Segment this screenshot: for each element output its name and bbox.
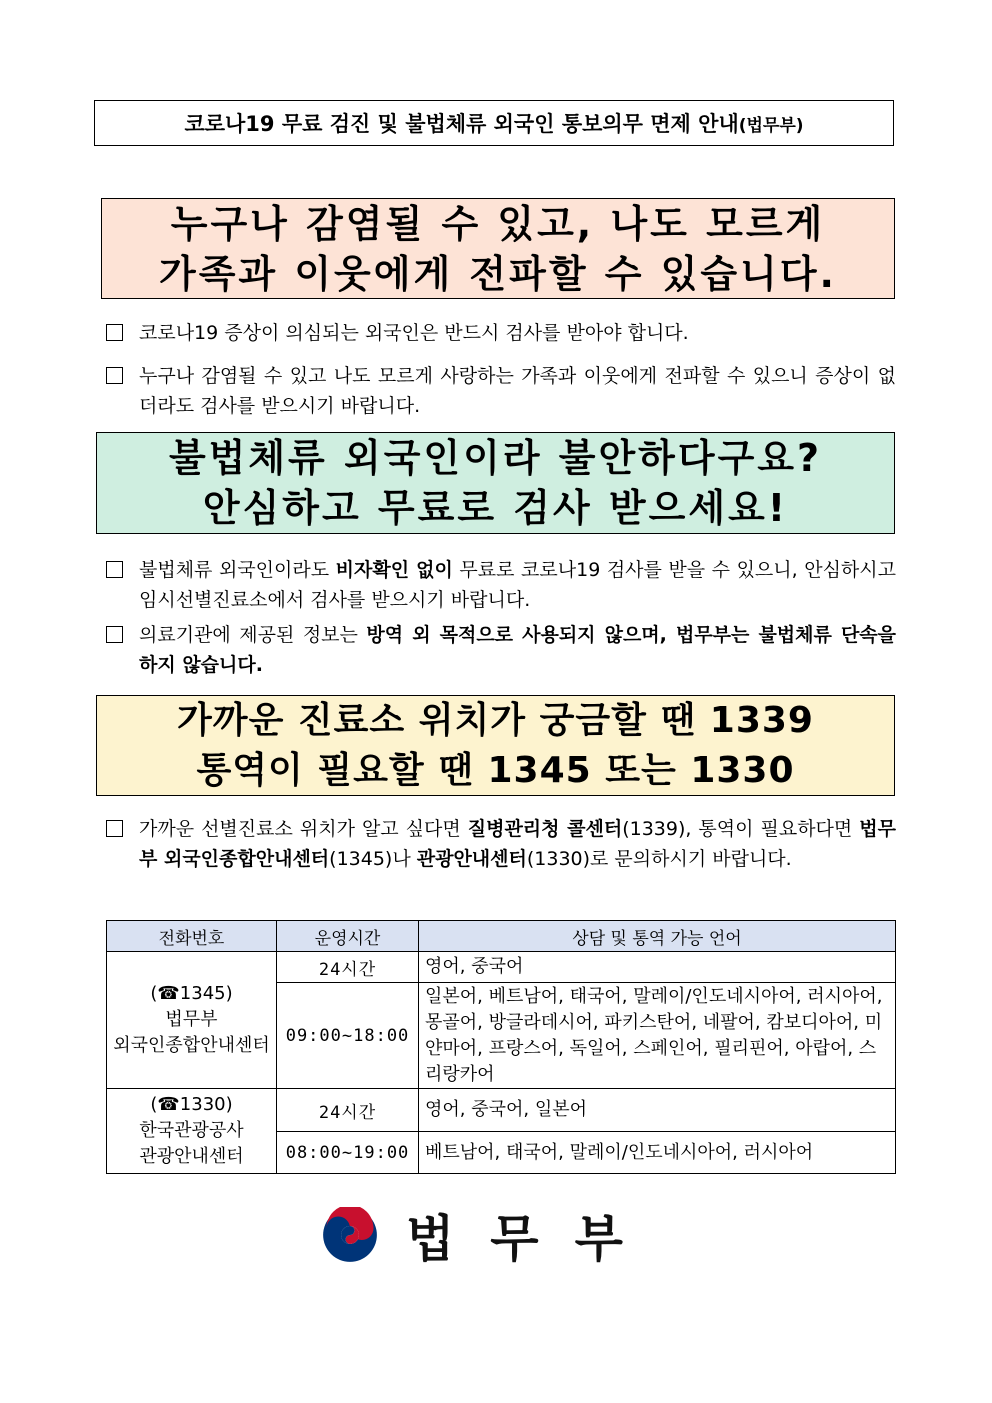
languages-cell: 베트남어, 태국어, 말레이/인도네시아어, 러시아어: [419, 1132, 896, 1174]
bullet-item: [106, 361, 896, 421]
table-row: [107, 1089, 896, 1132]
bullet-item: [106, 318, 896, 348]
banner-infection-line1: 누구나 감염될 수 있고, 나도 모르게: [170, 201, 826, 246]
checkbox-square-icon: [106, 626, 123, 643]
title-main: 코로나19 무료 검진 및 불법체류 외국인 통보의무 면제 안내: [184, 112, 739, 136]
hours-cell: 09:00~18:00: [277, 983, 419, 1089]
header-languages: 상담 및 통역 가능 언어: [419, 921, 896, 952]
banner-hotline-line2: 통역이 필요할 땐 1345 또는 1330: [196, 749, 795, 791]
hours-cell: 24시간: [277, 1089, 419, 1132]
header-hours: 운영시간: [277, 921, 419, 952]
checkbox-square-icon: [106, 561, 123, 578]
text-run: 의료기관에 제공된 정보는: [139, 624, 367, 646]
text-run: 가까운 선별진료소 위치가 알고 싶다면: [139, 818, 468, 840]
header-phone: 전화번호: [107, 921, 277, 952]
bullet-text: 누구나 감염될 수 있고 나도 모르게 사랑하는 가족과 이웃에게 전파할 수 있으니 증상이 없더라도 검사를 받으시기 바랍니다.: [139, 365, 896, 417]
bullet-item: [106, 620, 896, 680]
bullet-item: [106, 814, 896, 874]
contact-table: [106, 920, 896, 1174]
text-run: (1345)나: [329, 848, 417, 870]
bullet-item: [106, 555, 896, 615]
hours-cell: 08:00~19:00: [277, 1132, 419, 1174]
bullet-text: 코로나19 증상이 의심되는 외국인은 반드시 검사를 받아야 합니다.: [139, 322, 689, 344]
text-run: (1330)로 문의하시기 바랍니다.: [526, 848, 792, 870]
banner-infection-line2: 가족과 이웃에게 전파할 수 있습니다.: [159, 251, 837, 296]
banner-illegal-stay-line1: 불법체류 외국인이라 불안하다구요?: [168, 436, 823, 480]
banner-hotline-line1: 가까운 진료소 위치가 궁금할 땐 1339: [177, 699, 814, 741]
banner-infection: [101, 198, 895, 299]
bold-text-run: 질병관리청 콜센터: [467, 818, 623, 840]
checkbox-square-icon: [106, 367, 123, 384]
checkbox-square-icon: [106, 324, 123, 341]
banner-hotline: [96, 695, 895, 796]
bold-text-run: 방역 외 목적으로 사용되지 않으며, 법무부는 불법체류 단속을 하지 않습니다.: [139, 624, 897, 676]
bold-text-run: 비자확인 없이: [335, 559, 453, 581]
center-name: 한국관광공사: [139, 1120, 244, 1141]
ministry-name: 법무부: [406, 1210, 659, 1268]
bullet-text: [139, 555, 896, 615]
bold-text-run: 법무부 외국인종합안내센터: [139, 818, 897, 870]
languages-cell: 영어, 중국어, 일본어: [419, 1089, 896, 1132]
phone-number: (☎1330): [150, 1094, 233, 1115]
center-name: 관광안내센터: [139, 1146, 244, 1167]
center-name: 법무부: [165, 1009, 218, 1030]
hours-cell: 24시간: [277, 952, 419, 983]
checkbox-square-icon: [106, 820, 123, 837]
center-name: 외국인종합안내센터: [113, 1035, 270, 1056]
text-run: (1339), 통역이 필요하다면: [622, 818, 860, 840]
table-row: [107, 952, 896, 983]
languages-cell: 영어, 중국어: [419, 952, 896, 983]
bullet-text: [139, 814, 896, 874]
ministry-logo: [322, 1205, 659, 1268]
title-sub: (법무부): [738, 115, 804, 136]
bold-text-run: 관광안내센터: [416, 848, 527, 870]
table-header-row: [107, 921, 896, 952]
document-title: [94, 100, 894, 146]
center-cell-1330: [107, 1089, 277, 1174]
center-cell-1345: [107, 952, 277, 1089]
text-run: 무료로 코로나19 검사를 받을 수 있으니, 안심하시고 임시선별진료소에서 검사를 받으시기 바랍니다.: [139, 559, 896, 611]
phone-number: (☎1345): [150, 983, 233, 1004]
languages-cell: 일본어, 베트남어, 태국어, 말레이/인도네시아어, 러시아어, 몽골어, 방글라데시어, 파키스탄어, 네팔어, 캄보디아어, 미얀마어, 프랑스어, 독일어, 스페인어, 필리핀어, 아랍어, 스리랑카어: [419, 983, 896, 1089]
banner-illegal-stay: [96, 432, 895, 534]
text-run: 불법체류 외국인이라도: [139, 559, 336, 581]
taegeuk-emblem-icon: [322, 1207, 378, 1263]
banner-illegal-stay-line2: 안심하고 무료로 검사 받으세요!: [202, 486, 789, 530]
bullet-text: [139, 620, 896, 680]
